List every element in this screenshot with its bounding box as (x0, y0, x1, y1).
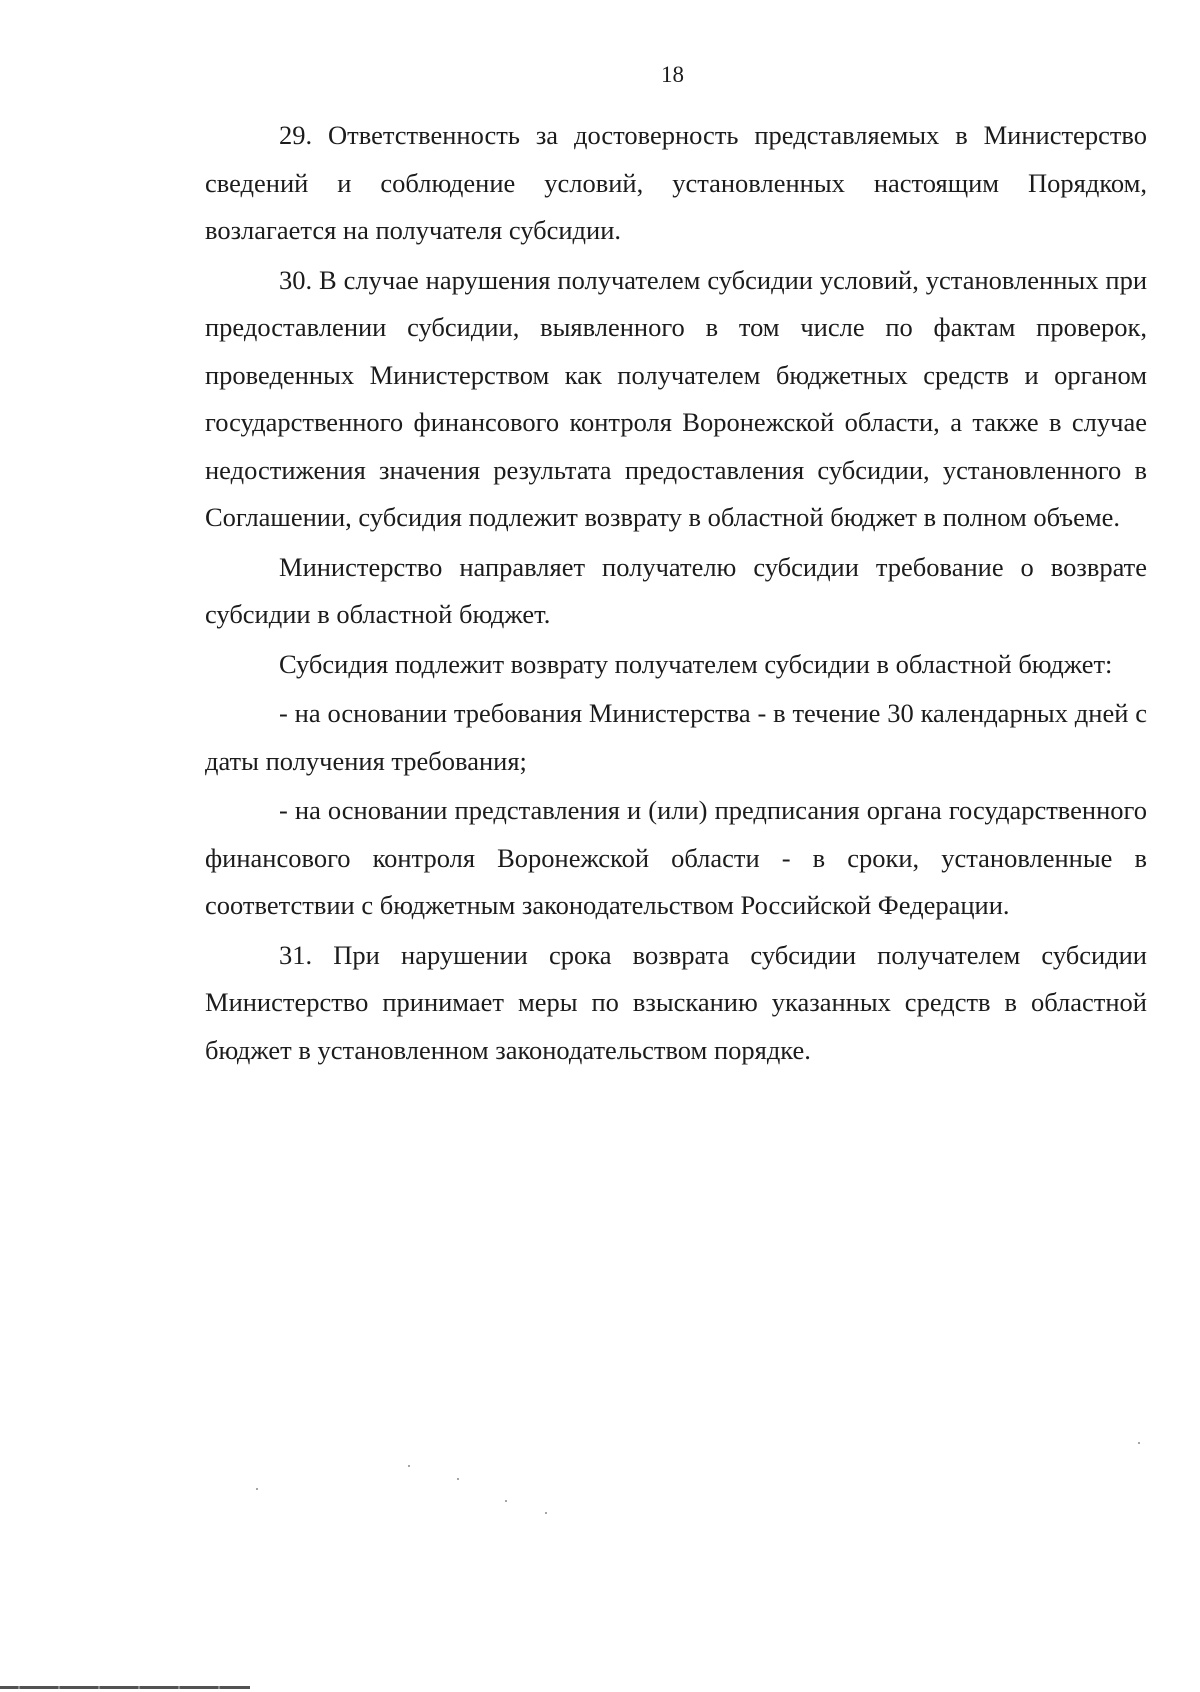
scan-speck (408, 1465, 410, 1467)
scan-speck (505, 1500, 507, 1502)
document-body (205, 112, 1147, 1076)
scan-edge-line (0, 1686, 250, 1689)
scan-speck (545, 1512, 547, 1514)
paragraph-30-item-1: - на основании требования Министерства - в течение 30 календарных дней с даты получения требования; (205, 698, 1147, 776)
scan-speck (457, 1478, 459, 1480)
paragraph-30-item-2: - на основании представления и (или) предписания органа государственного финансового контроля Воронежской области - в сроки, установленные в соответствии с бюджетным законодательством Российской Федерации. (205, 795, 1147, 920)
scan-speck (1138, 1442, 1140, 1444)
paragraph-30: 30. В случае нарушения получателем субсидии условий, установленных при предоставлении субсидии, выявленного в том числе по фактам проверок, проведенных Министерством как получателем бюджетных средств и органом государственного финансового контроля Воронежской области, а также в случае недостижения значения результата предоставления субсидии, установленного в Соглашении, субсидия подлежит возврату в областной бюджет в полном объеме. (205, 264, 1147, 532)
paragraph-30-demand: Министерство направляет получателю субсидии требование о возврате субсидии в областной бюджет. (205, 551, 1147, 629)
paragraph-29: 29. Ответственность за достоверность представляемых в Министерство сведений и соблюдение условий, установленных настоящим Порядком, возлагается на получателя субсидии. (205, 120, 1147, 245)
scan-speck (256, 1488, 258, 1490)
paragraph-30-return-intro: Субсидия подлежит возврату получателем субсидии в областной бюджет: (279, 648, 1113, 679)
paragraph-31: 31. При нарушении срока возврата субсидии получателем субсидии Министерство принимает меры по взысканию указанных средств в областной бюджет в установленном законодательством порядке. (205, 939, 1147, 1065)
page-number: 18 (661, 62, 684, 87)
